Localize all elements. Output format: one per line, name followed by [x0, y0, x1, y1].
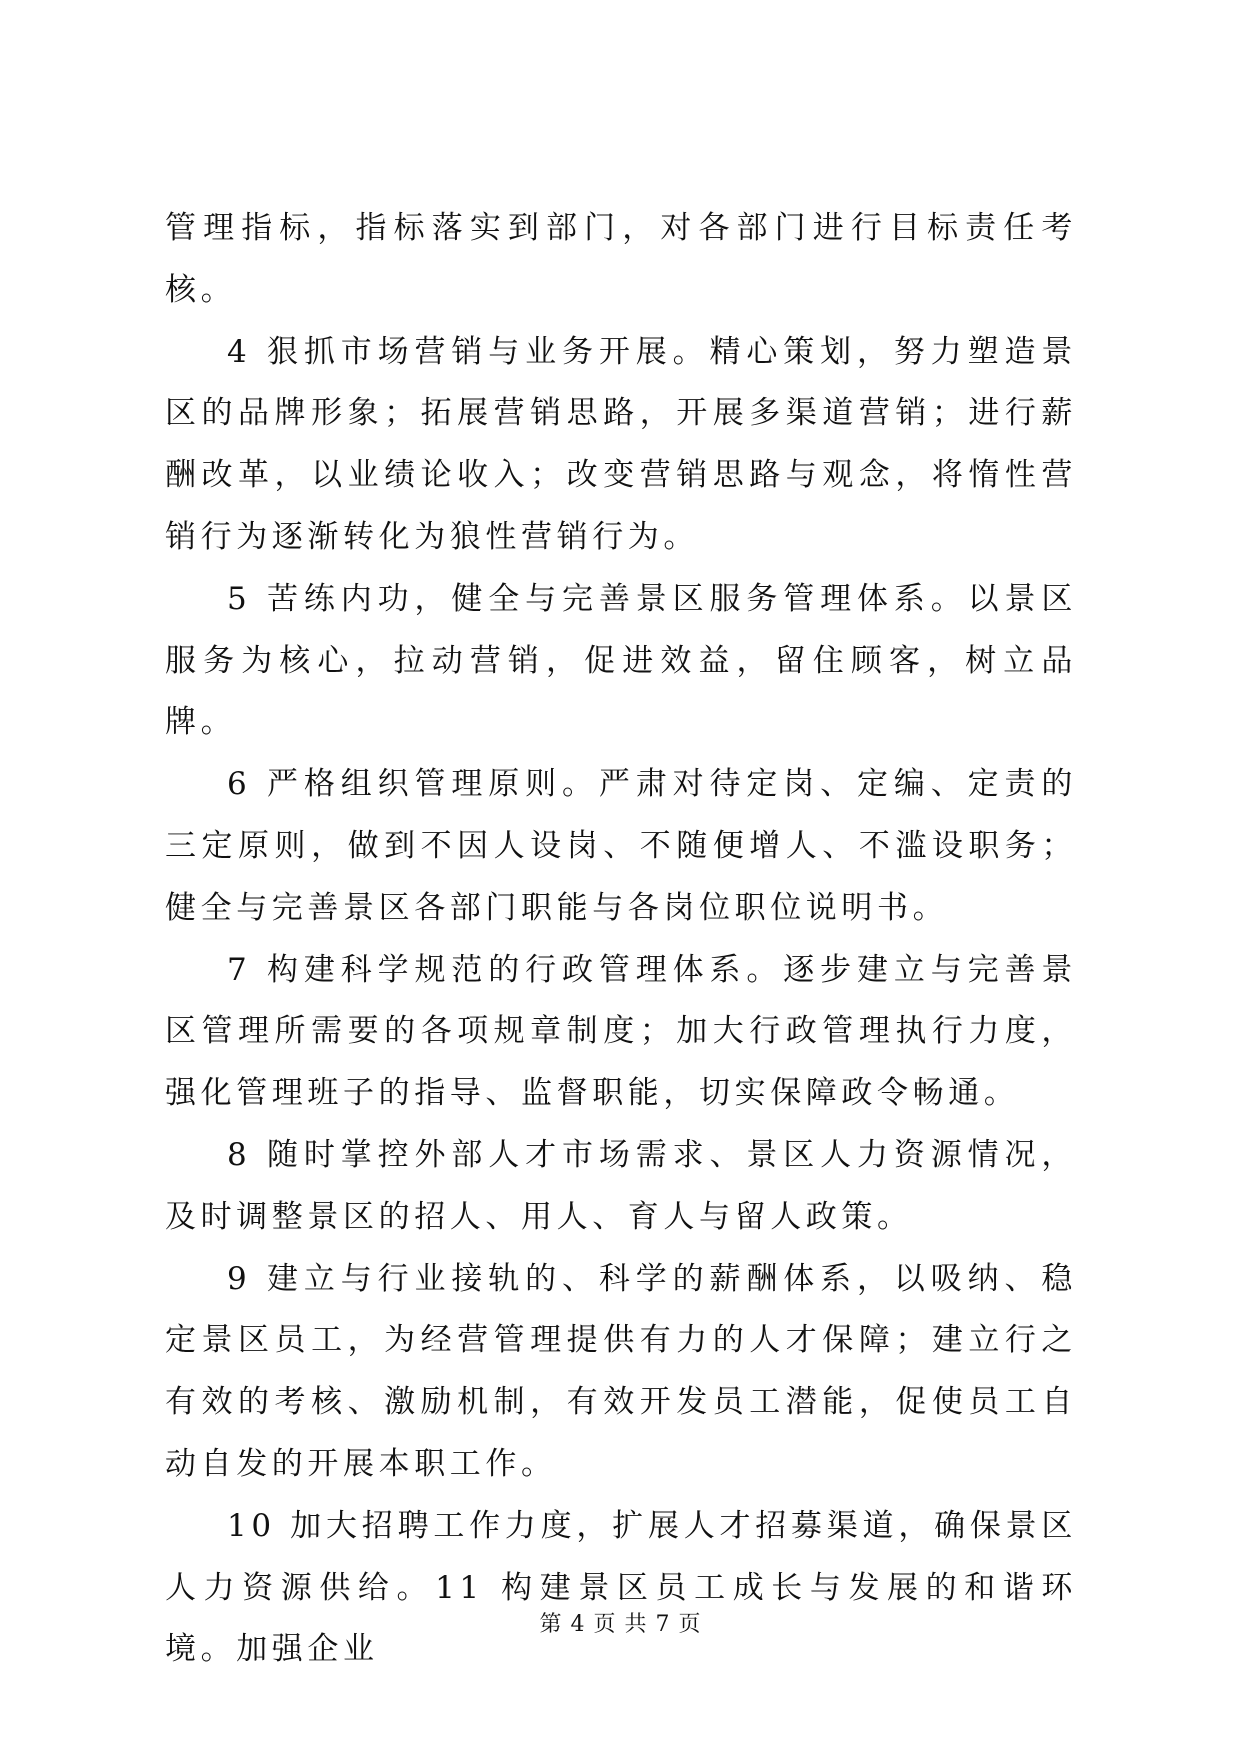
paragraph-item-6: 6 严格组织管理原则。严肃对待定岗、定编、定责的三定原则，做到不因人设岗、不随便增人、不滥设职务；健全与完善景区各部门职能与各岗位职位说明书。 [165, 766, 1077, 926]
document-body [165, 198, 1077, 1681]
page-number: 第 4 页 共 7 页 [539, 1612, 702, 1637]
paragraph-item-10: 10 加大招聘工作力度，扩展人才招募渠道，确保景区人力资源供给。11 构建景区员工成长与发展的和谐环境。加强企业 [165, 1507, 1077, 1668]
paragraph-continuation: 管理指标，指标落实到部门，对各部门进行目标责任考核。 [165, 210, 1077, 308]
paragraph-item-7: 7 构建科学规范的行政管理体系。逐步建立与完善景区管理所需要的各项规章制度；加大行政管理执行力度，强化管理班子的指导、监督职能，切实保障政令畅通。 [165, 951, 1077, 1112]
paragraph-item-5: 5 苦练内功，健全与完善景区服务管理体系。以景区服务为核心，拉动营销，促进效益，留住顾客，树立品牌。 [165, 580, 1077, 741]
paragraph-item-8: 8 随时掌控外部人才市场需求、景区人力资源情况，及时调整景区的招人、用人、育人与留人政策。 [165, 1136, 1077, 1235]
paragraph-item-4: 4 狠抓市场营销与业务开展。精心策划，努力塑造景区的品牌形象；拓展营销思路，开展多渠道营销；进行薪酬改革，以业绩论收入；改变营销思路与观念，将惰性营销行为逐渐转化为狼性营销行为。 [165, 333, 1077, 555]
page-footer [0, 1610, 1241, 1640]
paragraph-item-9: 9 建立与行业接轨的、科学的薪酬体系，以吸纳、稳定景区员工，为经营管理提供有力的人才保障；建立行之有效的考核、激励机制，有效开发员工潜能，促使员工自动自发的开展本职工作。 [165, 1260, 1077, 1482]
